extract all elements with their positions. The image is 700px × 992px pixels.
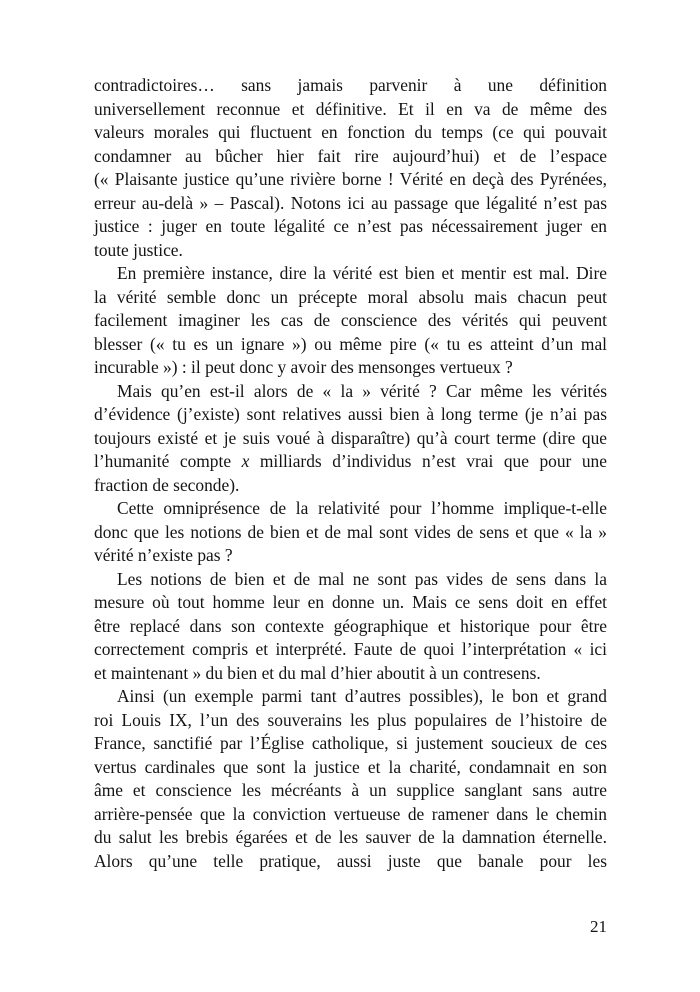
text-line: Alors qu’une telle pratique, aussi juste que banale pour les (94, 850, 607, 871)
text-line: valeurs morales qui fluctuent en fonction du temps (ce qui pouvait (94, 122, 607, 142)
text-line: Mais qu’en est-il alors de « la » vérité ? Car même les vérités (117, 380, 607, 401)
text-line: Les notions de bien et de mal ne sont pas vides de sens dans la (117, 568, 607, 589)
text-line: la vérité semble donc un précepte moral absolu mais chacun peut (94, 286, 607, 307)
text-line: En première instance, dire la vérité est bien et mentir est mal. Dire (117, 263, 607, 283)
text-line: être replacé dans son contexte géographique et historique pour être (94, 615, 607, 636)
text-line: donc que les notions de bien et de mal sont vides de sens et que « la » (94, 521, 607, 542)
text-line: erreur au-delà » – Pascal). Notons ici au passage que légalité n’est pas (94, 192, 607, 213)
text-line: l’humanité compte x milliards d’individus n’est vrai que pour une (94, 451, 607, 471)
text-line: universellement reconnue et définitive. Et il en va de même des (94, 98, 607, 119)
text-line: condamner au bûcher hier fait rire aujourd’hui) et de l’espace (94, 145, 607, 166)
text-line: Cette omniprésence de la relativité pour l’homme implique-t-elle (117, 498, 607, 518)
text-line: facilement imaginer les cas de conscience des vérités qui peuvent (94, 310, 607, 330)
text-line: et maintenant » du bien et du mal d’hier aboutit à un contresens. (94, 662, 541, 683)
text-line: du salut les brebis égarées et de les sauver de la damnation éternelle. (94, 827, 607, 847)
variable-x: x (241, 451, 250, 471)
text-line: blesser (« tu es un ignare ») ou même pire (« tu es atteint d’un mal (94, 333, 607, 354)
text-line: fraction de seconde). (94, 474, 240, 495)
text-line: d’évidence (j’existe) sont relatives aussi bien à long terme (je n’ai pas (94, 404, 607, 424)
text-line: mesure où tout homme leur en donne un. Mais ce sens doit en effet (94, 592, 607, 612)
text-line: contradictoires… sans jamais parvenir à une définition (94, 75, 607, 95)
body-text (94, 74, 607, 873)
text-line: roi Louis IX, l’un des souverains les plus populaires de l’histoire de (94, 709, 607, 730)
text-line: (« Plaisante justice qu’une rivière borne ! Vérité en deçà des Pyrénées, (94, 169, 607, 189)
text-line: incurable ») : il peut donc y avoir des mensonges vertueux ? (94, 357, 513, 377)
text-line: vérité n’existe pas ? (94, 545, 233, 565)
text-line: vertus cardinales que sont la justice et la charité, condamnait en son (94, 756, 607, 777)
text-line: arrière-pensée que la conviction vertueuse de ramener dans le chemin (94, 803, 607, 824)
text-line: toujours existé et je suis voué à disparaître) qu’à court terme (dire que (94, 427, 607, 448)
text-line: justice : juger en toute légalité ce n’est pas nécessairement juger en (94, 216, 607, 236)
text-line: Ainsi (un exemple parmi tant d’autres possibles), le bon et grand (117, 686, 607, 706)
text-line: France, sanctifié par l’Église catholique, si justement soucieux de ces (94, 733, 607, 753)
text-line: correctement compris et interprété. Faute de quoi l’interprétation « ici (94, 639, 607, 659)
text-line: toute justice. (94, 239, 183, 260)
text-line: âme et conscience les mécréants à un supplice sanglant sans autre (94, 780, 607, 800)
page-number: 21 (590, 917, 607, 936)
